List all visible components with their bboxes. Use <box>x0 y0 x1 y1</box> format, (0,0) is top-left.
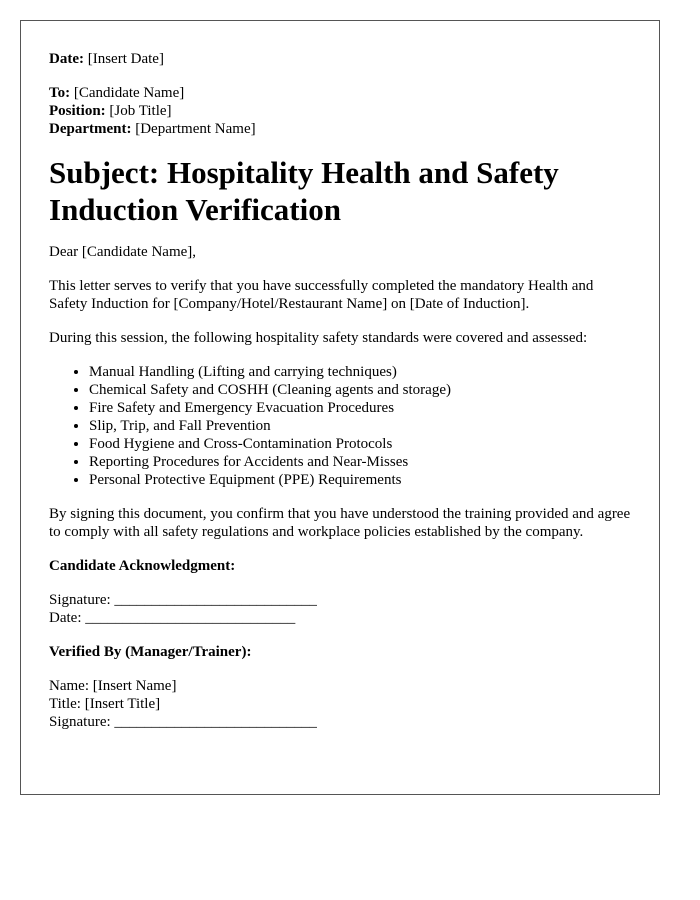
list-item: • Chemical Safety and COSHH (Cleaning agents and storage) <box>89 381 631 399</box>
list-item: • Personal Protective Equipment (PPE) Requirements <box>89 471 631 489</box>
candidate-acknowledgment-heading: Candidate Acknowledgment: <box>49 558 236 574</box>
department-line <box>49 120 631 138</box>
list-item: • Reporting Procedures for Accidents and Near-Misses <box>89 453 631 471</box>
list-item: • Manual Handling (Lifting and carrying techniques) <box>89 363 631 381</box>
date-value: [Insert Date] <box>87 51 164 67</box>
to-line <box>49 84 631 102</box>
date-label: Date: <box>49 51 84 67</box>
subject-heading: Subject: Hospitality Health and Safety Induction Verification <box>49 155 559 227</box>
recipient-block <box>49 84 631 138</box>
position-label: Position: <box>49 103 106 119</box>
position-line <box>49 102 631 120</box>
verifier-name-line: Name: [Insert Name] <box>49 678 177 694</box>
letter-page <box>20 20 660 795</box>
verifier-block <box>49 677 631 731</box>
confirmation-paragraph: By signing this document, you confirm that you have understood the training provided and agree to comply with all safety regulations and workplace policies established by the company. <box>49 506 631 540</box>
list-item: • Fire Safety and Emergency Evacuation Procedures <box>89 399 631 417</box>
department-label: Department: <box>49 121 132 137</box>
position-value: [Job Title] <box>109 103 172 119</box>
to-label: To: <box>49 85 71 101</box>
verifier-signature-line: Signature: ___________________________ <box>49 714 317 730</box>
standards-list <box>49 363 631 489</box>
department-value: [Department Name] <box>135 121 256 137</box>
candidate-signature-block <box>49 591 631 627</box>
candidate-signature-line: Signature: ___________________________ <box>49 592 317 608</box>
date-line <box>49 50 631 68</box>
date-block <box>49 50 631 68</box>
candidate-date-line: Date: ____________________________ <box>49 610 296 626</box>
verified-by-heading: Verified By (Manager/Trainer): <box>49 644 252 660</box>
greeting: Dear [Candidate Name], <box>49 244 197 260</box>
list-intro: During this session, the following hospitality safety standards were covered and assessed: <box>49 330 588 346</box>
list-item: • Slip, Trip, and Fall Prevention <box>89 417 631 435</box>
list-item: • Food Hygiene and Cross-Contamination Protocols <box>89 435 631 453</box>
verifier-title-line: Title: [Insert Title] <box>49 696 161 712</box>
intro-paragraph: This letter serves to verify that you have successfully completed the mandatory Health and Safety Induction for [Company/Hotel/Restaurant Name] on [Date of Induction]. <box>49 278 594 312</box>
to-value: [Candidate Name] <box>73 85 185 101</box>
